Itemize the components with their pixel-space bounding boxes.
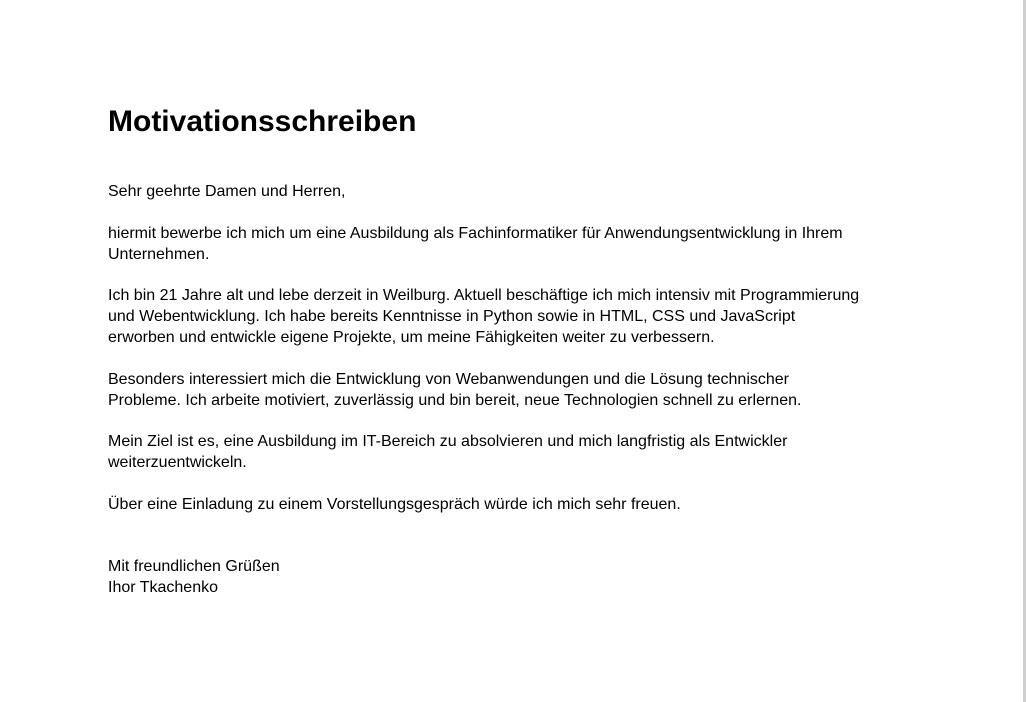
salutation: Sehr geehrte Damen und Herren, xyxy=(108,183,346,200)
signature-name: Ihor Tkachenko xyxy=(108,578,218,596)
text-line: Über eine Einladung zu einem Vorstellungsgespräch würde ich mich sehr freuen. xyxy=(108,495,681,513)
text-line: Mein Ziel ist es, eine Ausbildung im IT-Bereich zu absolvieren und mich langfristig als Entwickler xyxy=(108,433,788,450)
text-line: weiterzuentwickeln. xyxy=(108,454,247,471)
text-line: Unternehmen. xyxy=(108,245,210,263)
text-line: erworben und entwickle eigene Projekte, um meine Fähigkeiten weiter zu verbessern. xyxy=(108,329,715,346)
paragraph-interests xyxy=(108,369,859,411)
text-line: Probleme. Ich arbeite motiviert, zuverlässig und bin bereit, neue Technologien schnell zu erlernen. xyxy=(108,391,802,409)
paragraph-invitation xyxy=(108,494,859,515)
text-line: Besonders interessiert mich die Entwicklung von Webanwendungen und die Lösung technischer xyxy=(108,370,790,388)
signature-block xyxy=(108,556,859,598)
paragraph-goal xyxy=(108,431,859,473)
text-line: und Webentwicklung. Ich habe bereits Kenntnisse in Python sowie in HTML, CSS und JavaScript xyxy=(108,308,796,325)
paragraph-application xyxy=(108,223,859,265)
closing: Mit freundlichen Grüßen xyxy=(108,557,280,575)
page-title: Motivationsschreiben xyxy=(108,105,417,138)
text-line: Ich bin 21 Jahre alt und lebe derzeit in Weilburg. Aktuell beschäftige ich mich intensiv mit Programmierung xyxy=(108,287,860,304)
paragraph-background xyxy=(108,285,859,348)
letter-body xyxy=(108,181,859,618)
text-line: hiermit bewerbe ich mich um eine Ausbildung als Fachinformatiker für Anwendungsentwicklung in Ihrem xyxy=(108,224,843,242)
